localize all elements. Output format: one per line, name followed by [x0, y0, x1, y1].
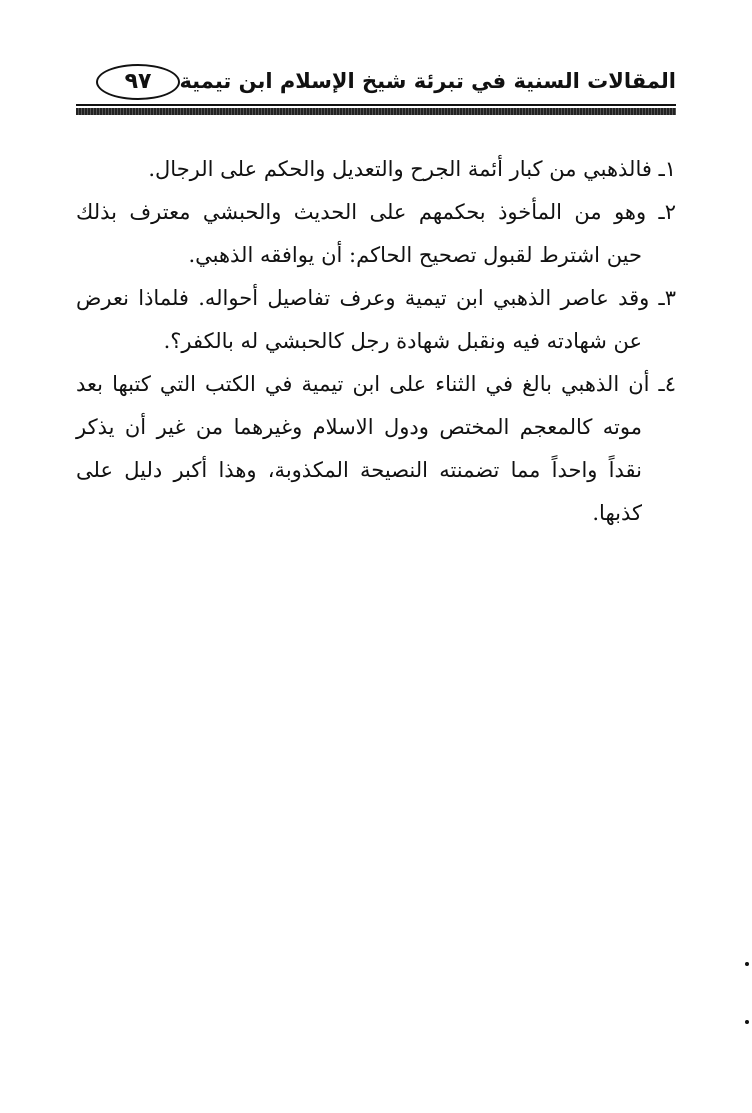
page-header	[76, 60, 676, 122]
text-line: كذبها.	[592, 501, 642, 525]
text-line: نقداً واحداً مما تضمنته النصيحة المكذوبة، وهذا أكبر دليل على	[76, 458, 642, 482]
text-line: ٣ـ وقد عاصر الذهبي ابن تيمية وعرف تفاصيل أحواله. فلماذا نعرض	[76, 286, 676, 310]
page-number: ٩٧	[96, 64, 180, 100]
list-item-3	[76, 277, 676, 363]
running-title: المقالات السنية في تبرئة شيخ الإسلام ابن تيمية	[179, 69, 676, 93]
list-item-4	[76, 363, 676, 535]
text-line: ١ـ فالذهبي من كبار أئمة الجرح والتعديل والحكم على الرجال.	[148, 157, 676, 181]
list-item-1	[76, 148, 676, 191]
header-rule-thin	[76, 104, 676, 106]
text-line: ٤ـ أن الذهبي بالغ في الثناء على ابن تيمية في الكتب التي كتبها بعد	[76, 372, 676, 396]
text-line: موته كالمعجم المختص ودول الاسلام وغيرهما من غير أن يذكر	[76, 415, 642, 439]
text-line: ٢ـ وهو من المأخوذ بحكمهم على الحديث والحبشي معترف بذلك	[76, 200, 676, 224]
text-line: عن شهادته فيه ونقبل شهادة رجل كالحبشي له بالكفر؟.	[163, 329, 642, 353]
header-rule-thick	[76, 108, 676, 115]
body-text	[76, 148, 676, 535]
scan-mark	[745, 1020, 749, 1024]
text-line: حين اشترط لقبول تصحيح الحاكم: أن يوافقه الذهبي.	[188, 243, 642, 267]
scan-mark	[745, 962, 749, 966]
list-item-2	[76, 191, 676, 277]
